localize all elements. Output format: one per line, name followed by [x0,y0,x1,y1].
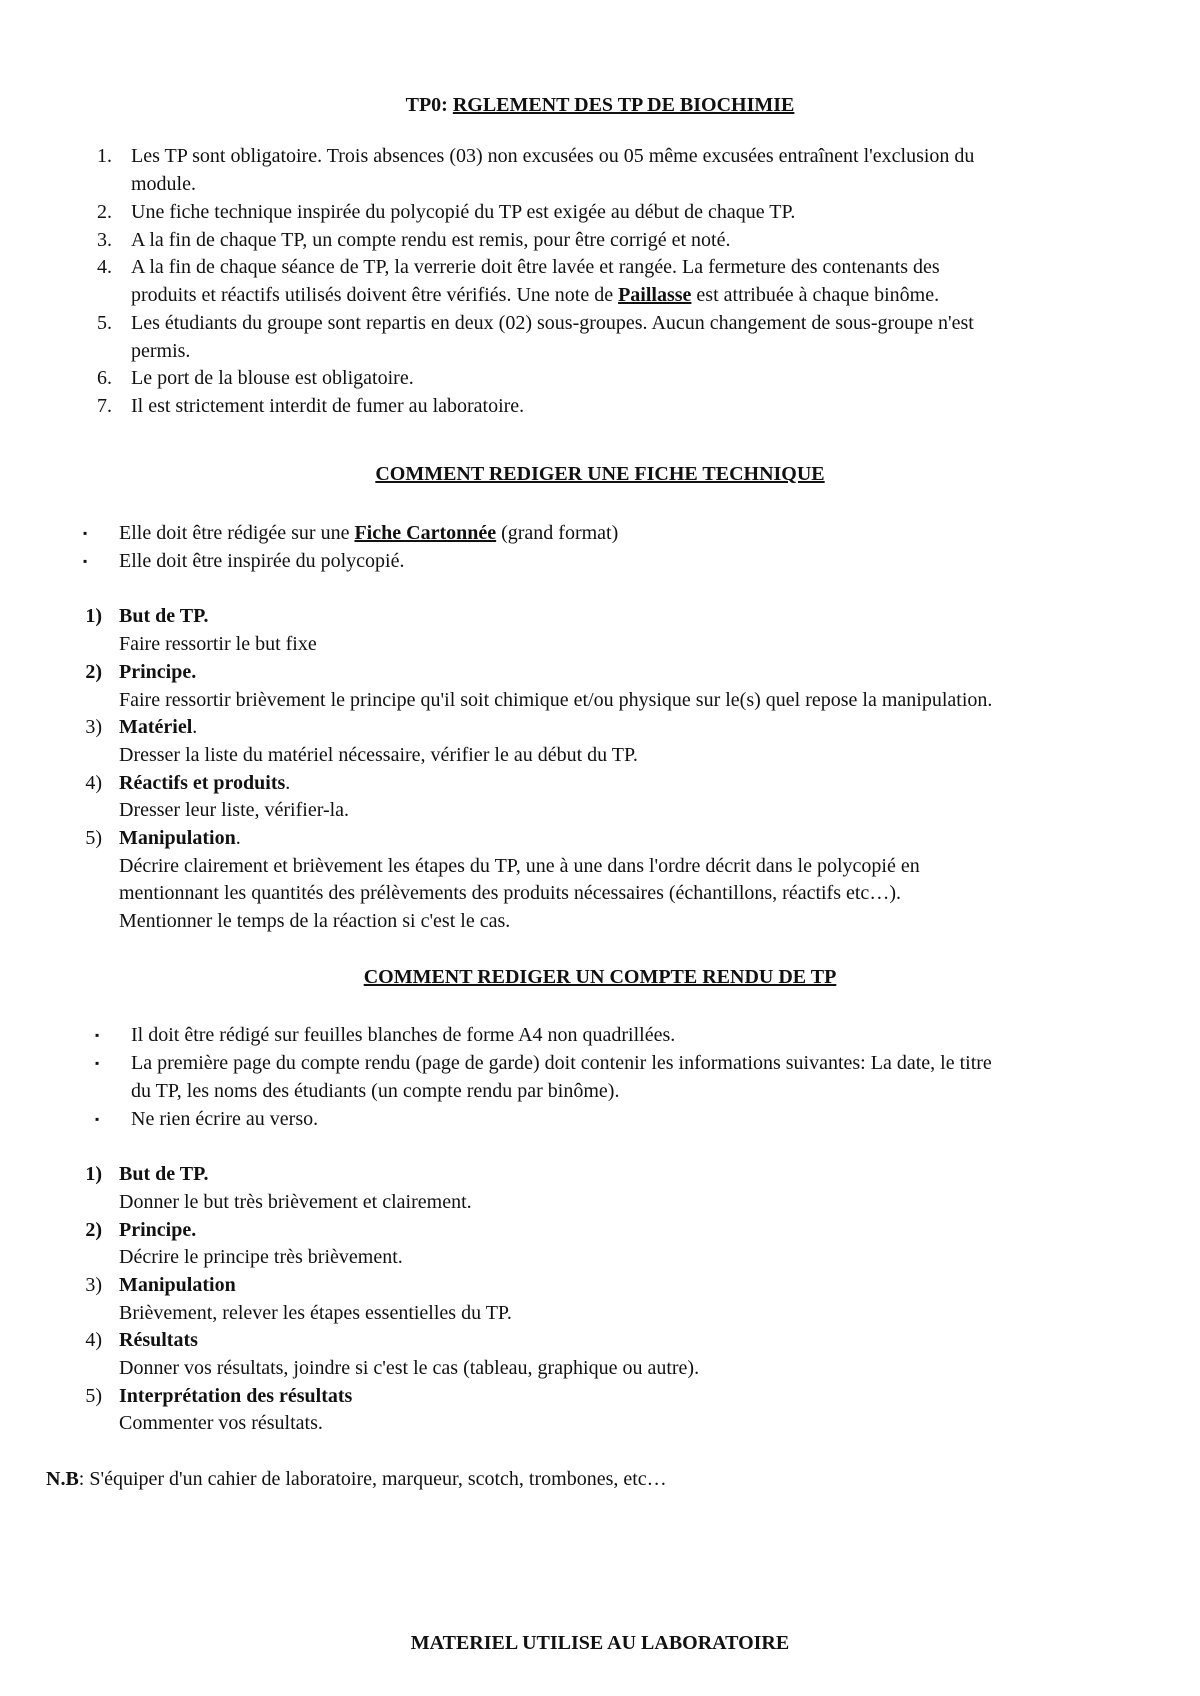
rule-number: 5. [97,312,112,334]
compte-bullet-cont: du TP, les noms des étudiants (un compte rendu par binôme). [131,1080,620,1102]
rule-number: 6. [97,367,112,389]
item-body: Faire ressortir le but fixe [119,633,317,655]
item-heading-tail: . [192,716,198,738]
item-heading-tail: . [285,772,291,794]
item-heading-tail: . [235,827,241,849]
compte-title [0,964,1200,992]
rule-text-part: produits et réactifs utilisés doivent être vérifiés. Une note de [131,284,619,306]
rule-text: Les TP sont obligatoire. Trois absences (03) non excusées ou 05 même excusées entraînent l'exclusion du [131,145,975,167]
rule-number: 1. [97,145,112,167]
item-heading: Réactifs et produits [119,772,286,794]
rule-number: 2. [97,201,112,223]
rule-text-cont [131,282,939,310]
item-heading: Principe. [119,661,197,683]
item-number: 3) [85,716,102,738]
rule-text: Le port de la blouse est obligatoire. [131,367,414,389]
item-heading: Résultats [119,1329,198,1351]
rule-text-cont: module. [131,173,196,195]
item-body: Mentionner le temps de la réaction si c'est le cas. [119,910,511,932]
compte-bullet: La première page du compte rendu (page de garde) doit contenir les informations suivantes: La date, le titre [131,1052,992,1074]
item-heading-line [119,770,290,798]
title-prefix: TP0: [405,94,453,116]
nb-label: N.B [46,1468,79,1490]
item-body: Faire ressortir brièvement le principe qu'il soit chimique et/ou physique sur le(s) quel repose la manipulation. [119,689,993,711]
nb-text: : S'équiper d'un cahier de laboratoire, marqueur, scotch, trombones, etc… [78,1468,667,1490]
item-body: Décrire le principe très brièvement. [119,1246,403,1268]
item-body: Décrire clairement et brièvement les étapes du TP, une à une dans l'ordre décrit dans le polycopié en [119,855,920,877]
rule-number: 4. [97,256,112,278]
fiche-bullet [119,520,618,548]
bullet-text: (grand format) [496,522,619,544]
item-body: Commenter vos résultats. [119,1412,323,1434]
reglement-title [0,92,1200,120]
item-number: 1) [85,605,102,627]
item-heading: Manipulation [119,827,236,849]
materiel-title: MATERIEL UTILISE AU LABORATOIRE [410,1632,790,1654]
item-number: 4) [85,1329,102,1351]
item-number: 2) [85,661,102,683]
rule-text: A la fin de chaque séance de TP, la verrerie doit être lavée et rangée. La fermeture des contenants des [131,256,940,278]
rule-text: Les étudiants du groupe sont repartis en deux (02) sous-groupes. Aucun changement de sous-groupe n'est [131,312,974,334]
nb-note [46,1466,667,1494]
compte-bullet: Ne rien écrire au verso. [131,1108,319,1130]
item-body: Donner le but très brièvement et clairement. [119,1191,472,1213]
paillasse-emphasis: Paillasse [618,284,692,306]
bullet-icon: ▪ [95,1028,100,1042]
item-body: Brièvement, relever les étapes essentielles du TP. [119,1302,512,1324]
rule-text-part: est attribuée à chaque binôme. [691,284,940,306]
bullet-icon: ▪ [83,526,88,540]
item-number: 5) [85,827,102,849]
rule-number: 7. [97,395,112,417]
fiche-title [0,461,1200,489]
title-main: RGLEMENT DES TP DE BIOCHIMIE [452,94,795,116]
compte-title-text: COMMENT REDIGER UN COMPTE RENDU DE TP [363,966,837,988]
fiche-cartonnee-emphasis: Fiche Cartonnée [354,522,497,544]
rule-text: Une fiche technique inspirée du polycopié du TP est exigée au début de chaque TP. [131,201,796,223]
item-number: 5) [85,1385,102,1407]
item-number: 2) [85,1219,102,1241]
item-heading: Interprétation des résultats [119,1385,353,1407]
item-heading: Matériel [119,716,193,738]
item-heading: Principe. [119,1219,197,1241]
item-heading: But de TP. [119,605,209,627]
item-heading: Manipulation [119,1274,236,1296]
rule-text: A la fin de chaque TP, un compte rendu est remis, pour être corrigé et noté. [131,229,731,251]
item-number: 1) [85,1163,102,1185]
item-heading-line [119,714,197,742]
item-number: 4) [85,772,102,794]
rule-number: 3. [97,229,112,251]
bullet-icon: ▪ [95,1112,100,1126]
fiche-title-text: COMMENT REDIGER UNE FICHE TECHNIQUE [375,463,825,485]
compte-bullet: Il doit être rédigé sur feuilles blanches de forme A4 non quadrillées. [131,1024,676,1046]
item-number: 3) [85,1274,102,1296]
item-heading: But de TP. [119,1163,209,1185]
rule-text: Il est strictement interdit de fumer au laboratoire. [131,395,525,417]
rule-text-cont: permis. [131,340,191,362]
item-heading-line [119,825,241,853]
bullet-icon: ▪ [95,1056,100,1070]
item-body: mentionnant les quantités des prélèvements des produits nécessaires (échantillons, réactifs etc…). [119,882,901,904]
item-body: Dresser leur liste, vérifier-la. [119,799,350,821]
item-body: Donner vos résultats, joindre si c'est le cas (tableau, graphique ou autre). [119,1357,700,1379]
bullet-text: Elle doit être rédigée sur une [119,522,355,544]
item-body: Dresser la liste du matériel nécessaire, vérifier le au début du TP. [119,744,638,766]
bullet-icon: ▪ [83,554,88,568]
fiche-bullet: Elle doit être inspirée du polycopié. [119,550,405,572]
